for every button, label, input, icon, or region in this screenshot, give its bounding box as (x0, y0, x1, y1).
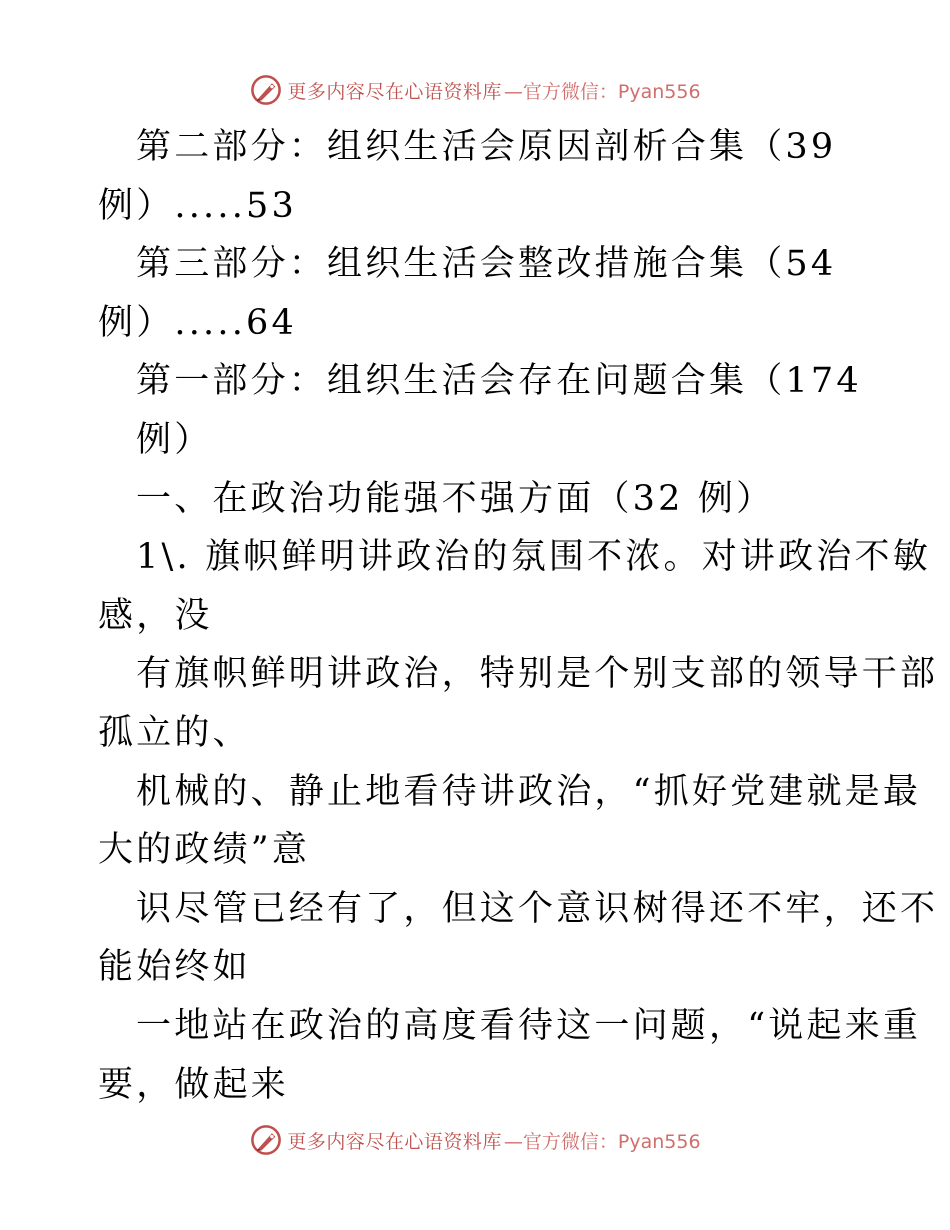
text-line: 识尽管已经有了，但这个意识树得还不牢，还不 (136, 888, 939, 929)
text-line: 孤立的、 (98, 712, 251, 753)
text-line: 能始终如 (98, 947, 251, 988)
text-line: 第一部分：组织生活会存在问题合集（174 (136, 361, 862, 402)
watermark-main-text: 更多内容尽在心语资料库 (287, 80, 502, 103)
text-line: 第二部分：组织生活会原因剖析合集（39 (136, 127, 837, 167)
watermark-main-text: 更多内容尽在心语资料库 (287, 1130, 502, 1153)
text-line: 大的政绩”意 (98, 830, 311, 871)
document-body (98, 118, 939, 1114)
pen-nib-logo-icon (249, 73, 283, 107)
text-line: 例）.....64 (98, 302, 297, 343)
text-line: 例）.....53 (98, 185, 297, 226)
footer-watermark (0, 1120, 950, 1160)
header-watermark (0, 70, 950, 110)
text-line: 有旗帜鲜明讲政治，特别是个别支部的领导干部 (136, 654, 939, 695)
text-line: 一地站在政治的高度看待这一问题，“说起来重 (136, 1005, 922, 1046)
pen-nib-logo-icon (249, 1123, 283, 1157)
watermark-wechat-text: —官方微信：Pyan556 (503, 1130, 701, 1153)
text-line: 要，做起来 (98, 1064, 290, 1105)
text-line: 例） (136, 419, 213, 460)
text-line: 一、在政治功能强不强方面（32 例） (136, 478, 775, 519)
text-line: 感，没 (98, 595, 213, 636)
watermark-wechat-text: —官方微信：Pyan556 (503, 80, 701, 103)
text-line: 1\. 旗帜鲜明讲政治的氛围不浓。对讲政治不敏 (136, 537, 931, 578)
text-line: 第三部分：组织生活会整改措施合集（54 (136, 244, 837, 285)
text-line: 机械的、静止地看待讲政治，“抓好党建就是最 (136, 771, 922, 812)
